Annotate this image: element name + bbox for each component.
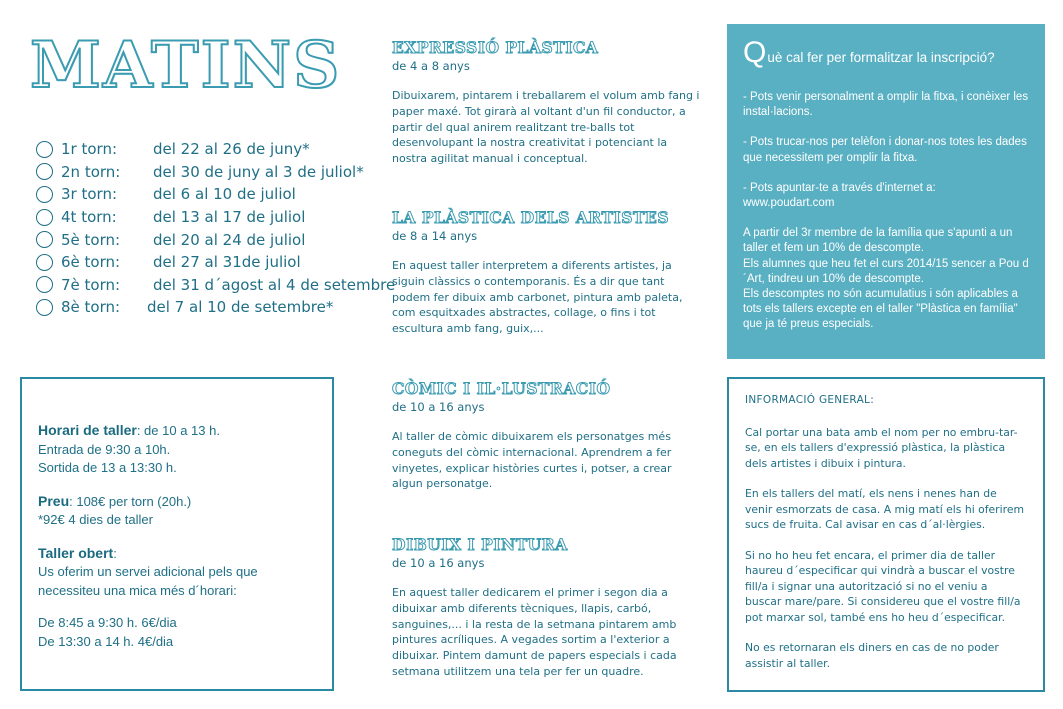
section-age: de 10 a 16 anys (392, 556, 485, 570)
entry-line: Entrada de 9:30 a 10h. (38, 441, 171, 457)
circle-icon (36, 186, 53, 203)
turn-label: 6è torn: (61, 253, 121, 272)
discount-family: A partir del 3r membre de la família que s'apunti a un taller et fem un 10% de descompte. (743, 227, 1013, 255)
turn-label: 3r torn: (61, 185, 118, 204)
section-title: DIBUIX I PINTURA (392, 535, 568, 554)
inscription-option-1: - Pots venir personalment a omplir la fitxa, i conèixer les instal·lacions. (743, 91, 1029, 119)
hours-label: Horari de taller (38, 422, 137, 438)
price-line (38, 492, 332, 512)
general-info-title: INFORMACIÓ GENERAL: (745, 394, 875, 406)
turn-item (36, 251, 395, 274)
circle-icon (36, 163, 53, 180)
turn-label: 2n torn: (61, 162, 121, 181)
turn-label: 5è torn: (61, 230, 121, 249)
open-label: Taller obert (38, 544, 114, 561)
inscription-option-2: - Pots trucar-nos per telèfon i donar-nos totes les dades que necessitem per omplir la fitxa. (743, 136, 1027, 164)
turn-item (36, 206, 395, 229)
turn-item (36, 183, 395, 206)
turn-dates: del 20 al 24 de juliol (153, 230, 306, 249)
price-label: Preu (38, 492, 70, 509)
website-link[interactable]: www.poudart.com (743, 197, 835, 210)
turn-dates: del 6 al 10 de juliol (153, 185, 296, 204)
section-title: LA PLÀSTICA DELS ARTISTES (392, 208, 670, 227)
section-expressio (392, 38, 702, 167)
schedule-box (20, 377, 334, 691)
turn-item (36, 228, 395, 251)
turn-item (36, 296, 395, 319)
inscription-title (743, 38, 1029, 68)
inscription-box (727, 24, 1045, 359)
turn-label: 4t torn: (61, 208, 117, 227)
inscription-option-3-text: - Pots apuntar-te a través d'internet a: (743, 181, 936, 194)
turn-item (36, 138, 395, 161)
general-info-p1: Cal portar una bata amb el nom per no embru-tar-se, en els tallers d'expressió plàstica, la plàstica dels artistes i dibuix i pintura. (745, 425, 1018, 470)
turn-label: 8è torn: (61, 298, 121, 317)
price-note: *92€ 4 dies de taller (38, 512, 153, 527)
inscription-initial: Q (743, 36, 767, 69)
circle-icon (36, 254, 53, 271)
turn-dates: del 7 al 10 de setembre* (147, 298, 334, 317)
section-title: CÒMIC I IL·LUSTRACIÓ (392, 379, 611, 398)
inscription-title-text: uè cal fer per formalitzar la inscripció? (767, 50, 995, 65)
circle-icon (36, 276, 53, 293)
turn-item (36, 274, 395, 297)
section-dibuix-pintura (392, 535, 702, 680)
section-body: Al taller de còmic dibuixarem els personatges més coneguts del còmic internacional. Aprendrem a fer vinyetes, explicar històries curtes i, potser, a crear algun personatge. (392, 430, 672, 491)
turn-label: 1r torn: (61, 140, 118, 159)
circle-icon (36, 231, 53, 248)
inscription-option-3 (743, 181, 1029, 211)
open-text-1: Us oferim un servei adicional pels que (38, 564, 258, 579)
turn-dates: del 13 al 17 de juliol (153, 208, 306, 227)
section-body: En aquest taller interpretem a diferents artistes, ja siguin clàssics o contemporanis. És a dir que tant podem fer dibuix amb carbonet, pintura amb paleta, com esquitxades abstractes, collage, o fins i tot escultura amb fang, guix,... (392, 259, 683, 336)
turn-label: 7è torn: (61, 275, 121, 294)
extra-hours-2: De 13:30 a 14 h. 4€/dia (38, 633, 174, 649)
turn-dates: del 27 al 31de juliol (153, 253, 301, 272)
general-info-p2: En els tallers del matí, els nens i nenes han de venir esmorzats de casa. A mig matí els hi oferirem sucs de fruita. Cal avisar en cas d´al·lèrgies. (745, 487, 1024, 531)
general-info-p4: No es retornaran els diners en cas de no poder assistir al taller. (745, 641, 999, 670)
section-body: En aquest taller dedicarem el primer i segon dia a dibuixar amb diferents tècniques, llapis, carbó, sanguines,... i la resta de la setmana pintarem amb pintures acríliques. A vegades sortim a l'exterior a dibuixar. Pintem damunt de papers especials i cada setmana utilitzem una tela per fer un quadre. (392, 586, 677, 678)
discount-conditions: Els descomptes no són acumulatius i són aplicables a tots els tallers excepte en el taller "Plàstica en família" que ja té preus especials. (743, 288, 1018, 331)
section-comic (392, 379, 702, 492)
open-line (38, 544, 332, 564)
section-title: EXPRESSIÓ PLÀSTICA (392, 38, 599, 57)
page-title: MATINS (30, 28, 342, 103)
section-age: de 10 a 16 anys (392, 400, 485, 414)
circle-icon (36, 299, 53, 316)
general-info-box (727, 377, 1045, 692)
turn-dates: del 22 al 26 de juny* (153, 140, 310, 159)
section-age: de 8 a 14 anys (392, 229, 478, 243)
exit-line: Sortida de 13 a 13:30 h. (38, 460, 177, 475)
section-plastica-artistes (392, 208, 702, 337)
open-text-2: necessiteu una mica més d´horari: (38, 582, 237, 598)
extra-hours-1: De 8:45 a 9:30 h. 6€/dia (38, 615, 177, 630)
section-body: Dibuixarem, pintarem i treballarem el volum amb fang i paper maxé. Tot girarà al voltant d'un fil conductor, a partir del qual anirem realitzant tre-balls tot desenvolupant la nostra creativitat i potenciant la nostra agilitat manual i conceptual. (392, 89, 700, 166)
section-age: de 4 a 8 anys (392, 59, 470, 73)
discount-students: Els alumnes que heu fet el curs 2014/15 sencer a Pou d´Art, tindreu un 10% de descompte. (743, 257, 1029, 285)
circle-icon (36, 209, 53, 226)
hours-value: : de 10 a 13 h. (136, 423, 220, 438)
turns-list (36, 138, 395, 319)
hours-line (38, 421, 332, 441)
open-colon: : (113, 545, 117, 561)
general-info-p3: Si no ho heu fet encara, el primer dia de taller haureu d´especificar qui vindrà a buscar el vostre fill/a i signar una autorització si no el veniu a buscar mare/pare. Si considereu que el vostre fill/a pot marxar sol, també ens ho heu d´especificar. (745, 548, 1021, 624)
turn-dates: del 30 de juny al 3 de juliol* (153, 162, 364, 181)
turn-item (36, 161, 395, 184)
circle-icon (36, 141, 53, 158)
price-value: : 108€ per torn (20h.) (69, 493, 192, 509)
turn-dates: del 31 d´agost al 4 de setembre (153, 275, 396, 294)
